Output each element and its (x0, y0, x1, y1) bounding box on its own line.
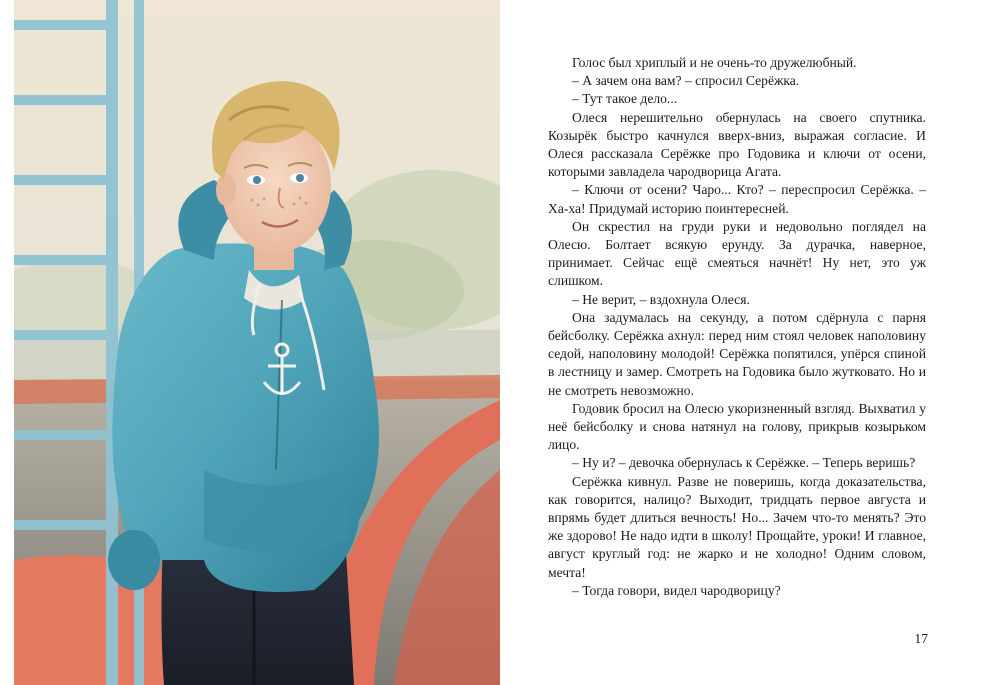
paragraph: Олеся нерешительно обернулась на своего спутника. Козырёк быстро качнулся вверх-вниз, выражая согласие. И Олеся рассказала Серёжке про Годовика и ключи от осени, которыми завладела чародворица Агата. (548, 109, 926, 180)
paragraph: – А зачем она вам? – спросил Серёжка. (572, 73, 800, 89)
watercolor-illustration (14, 0, 500, 685)
paragraph: Серёжка кивнул. Разве не поверишь, когда доказательства, как говорится, налицо? Выходит, тридцать первое августа и впрямь будет длиться вечность! Но... Зачем что-то менять? Это же здорово! Не надо идти в школу! Прощайте, уроки! И главное, август круглый год: не жарко и не холодно! Одним словом, мечта! (548, 473, 926, 580)
illustration-boy-in-hoodie (14, 0, 500, 685)
page-number: 17 (914, 631, 928, 646)
book-text-page (548, 54, 926, 600)
paragraph: – Не верит, – вздохнула Олеся. (572, 291, 750, 307)
paragraph: – Ключи от осени? Чаро... Кто? – переспросил Серёжка. – Ха-ха! Придумай историю поинтересней. (548, 182, 926, 216)
paragraph: – Тогда говори, видел чародворицу? (572, 582, 781, 598)
paragraph: Она задумалась на секунду, а потом сдёрнула с парня бейсболку. Серёжка ахнул: перед ним стоял человек наполовину седой, наполовину молодой! Серёжка попятился, упёрся спиной в лестницу и замер. Смотреть на Годовика было жутковато. Но и не смотреть невозможно. (548, 309, 926, 398)
paragraph: Годовик бросил на Олесю укоризненный взгляд. Выхватил у неё бейсболку и снова натянул на голову, прикрыв козырьком лицо. (548, 400, 926, 453)
paragraph: Голос был хриплый и не очень-то дружелюбный. (572, 55, 857, 70)
paragraph: – Ну и? – девочка обернулась к Серёжке. – Теперь веришь? (572, 455, 916, 471)
paragraph: – Тут такое дело... (572, 91, 678, 107)
paragraph: Он скрестил на груди руки и недовольно поглядел на Олесю. Болтает всякую ерунду. За дурачка, наверное, принимает. Сейчас ещё смеяться начнёт! Ну нет, это уж слишком. (548, 218, 926, 289)
